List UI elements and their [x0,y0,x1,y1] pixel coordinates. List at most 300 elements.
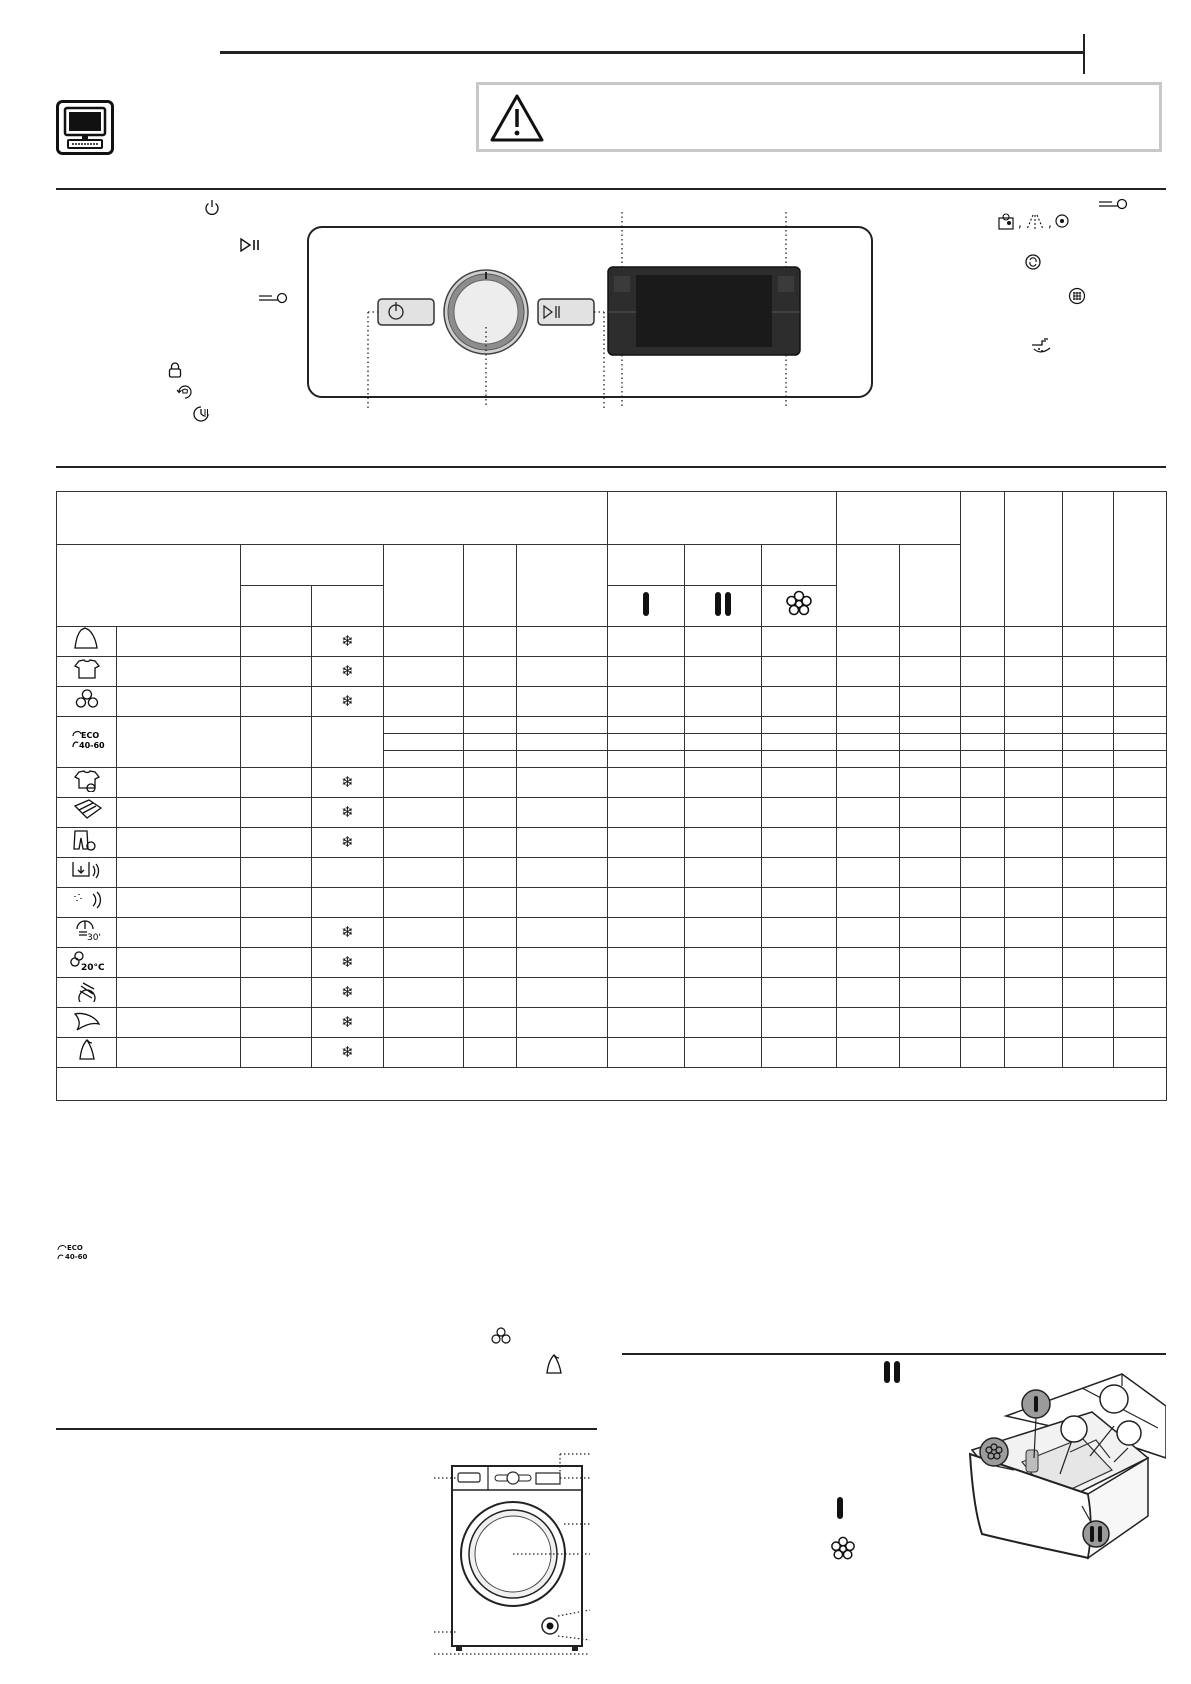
table-cell [961,948,1005,978]
program-icon-cell [57,1038,117,1068]
table-cell [762,734,837,751]
table-cell [384,627,464,657]
table-cell [1005,978,1063,1008]
table-cell [464,657,517,687]
program-name-cell [117,798,241,828]
table-cell [1005,657,1063,687]
table-cell [1114,858,1167,888]
table-cell [517,918,608,948]
table-cell [762,828,837,858]
table-cell [464,751,517,768]
table-cell [608,828,685,858]
svg-text:ECO: ECO [67,1244,83,1252]
table-cell [608,918,685,948]
table-cell [517,734,608,751]
temperature-default-cell [241,1038,312,1068]
table-cell [517,888,608,918]
table-cell [837,888,900,918]
table-cell [384,768,464,798]
table-cell [608,888,685,918]
table-cell [1063,657,1114,687]
program-name-cell [117,918,241,948]
table-cell [608,858,685,888]
table-cell [608,1008,685,1038]
table-cell [762,888,837,918]
table-header [464,545,517,627]
program-name-cell [117,1008,241,1038]
softener-flower-icon [762,586,837,627]
table-cell [900,918,961,948]
temperature-range-cell [312,1008,384,1038]
prewash-compartment-icon [608,586,685,627]
table-header [517,545,608,627]
table-cell [961,768,1005,798]
table-cell [685,858,762,888]
table-cell [961,734,1005,751]
temperature-default-cell [241,798,312,828]
table-cell [837,734,900,751]
table-cell [384,798,464,828]
temperature-grid-icon [1068,287,1086,305]
table-cell [608,687,685,717]
table-header [57,492,608,545]
table-row [57,918,1167,948]
table-cell [1063,687,1114,717]
table-cell [517,751,608,768]
rapid-30-icon [67,918,107,942]
program-name-cell [117,978,241,1008]
table-cell [608,1038,685,1068]
snowflake-icon: ❄ [341,923,354,941]
table-cell [685,888,762,918]
table-cell [1063,734,1114,751]
table-header-temperature [241,545,384,586]
table-cell [900,798,961,828]
table-cell [762,687,837,717]
table-cell [961,918,1005,948]
svg-text:,: , [1048,216,1052,230]
table-cell [464,918,517,948]
programme-table [56,491,1167,1101]
table-cell [1063,798,1114,828]
table-cell [608,751,685,768]
temperature-range-cell [312,768,384,798]
table-header [685,545,762,586]
main-wash-compartment-icon [882,1360,902,1384]
table-cell [608,948,685,978]
table-cell [837,717,900,734]
program-name-cell [117,948,241,978]
table-cell [1063,751,1114,768]
table-cell [900,768,961,798]
table-cell [961,1008,1005,1038]
table-cell [685,828,762,858]
table-cell [685,918,762,948]
temperature-range-cell [312,1038,384,1068]
table-cell [900,858,961,888]
table-cell [608,978,685,1008]
table-cell [685,627,762,657]
table-cell [464,734,517,751]
table-cell [961,687,1005,717]
table-cell [464,717,517,734]
snowflake-icon: ❄ [341,773,354,791]
cotton-20c-icon [67,948,107,972]
table-cell [464,828,517,858]
program-icon-cell [57,918,117,948]
svg-text:20°C: 20°C [80,963,105,972]
table-cell [517,858,608,888]
table-cell [517,978,608,1008]
table-row [57,1038,1167,1068]
temperature-default-cell [241,918,312,948]
table-row [57,798,1167,828]
wool-icon [67,978,107,1002]
table-header [608,545,685,586]
table-header [837,492,961,545]
program-icon-cell [57,798,117,828]
table-cell [384,1038,464,1068]
table-cell [685,948,762,978]
table-cell [762,751,837,768]
table-cell [685,717,762,734]
table-cell [762,1038,837,1068]
table-cell [900,828,961,858]
cotton-icon [67,687,107,711]
table-cell [1005,627,1063,657]
svg-text:40-60: 40-60 [78,740,105,750]
table-cell [517,657,608,687]
table-cell [961,798,1005,828]
table-cell [464,687,517,717]
timer-icon [192,405,210,423]
temperature-default-cell [241,948,312,978]
svg-text:40-60: 40-60 [65,1253,88,1261]
table-cell [685,768,762,798]
program-name-cell [117,657,241,687]
snowflake-icon: ❄ [341,692,354,710]
table-cell [837,978,900,1008]
table-cell [900,978,961,1008]
table-cell [1063,978,1114,1008]
sport-shirt-icon [67,768,107,792]
table-cell [1114,734,1167,751]
table-cell [517,687,608,717]
table-cell [762,918,837,948]
table-cell [961,1038,1005,1068]
table-header-detergent [608,492,837,545]
table-cell [464,768,517,798]
temperature-default-cell [241,888,312,918]
table-cell [1063,1038,1114,1068]
table-cell [1005,828,1063,858]
detergent-drawer-diagram [962,1366,1166,1564]
table-cell [685,751,762,768]
table-cell [384,751,464,768]
table-cell [517,1008,608,1038]
table-cell [762,657,837,687]
table-cell [517,717,608,734]
table-cell [1005,717,1063,734]
table-cell [1005,948,1063,978]
table-cell [384,978,464,1008]
snowflake-icon: ❄ [341,983,354,1001]
program-icon-cell [57,888,117,918]
table-cell [900,1008,961,1038]
table-row [57,627,1167,657]
table-cell [900,751,961,768]
table-cell [961,717,1005,734]
table-footnote [57,1068,1167,1101]
temperature-range-cell [312,687,384,717]
program-name-cell [117,1038,241,1068]
rinse-spin-icon [67,858,107,882]
table-cell [1005,734,1063,751]
eco-40-60-icon [67,728,107,752]
table-cell [1114,687,1167,717]
spin-speed-icon [1024,253,1042,271]
delicates-icon [67,1038,107,1062]
table-cell [1063,627,1114,657]
table-cell [961,751,1005,768]
table-cell [900,687,961,717]
table-cell [464,858,517,888]
table-header [384,545,464,627]
table-row [57,1008,1167,1038]
control-panel-diagram [300,212,880,412]
table-cell [1005,687,1063,717]
table-cell [1114,948,1167,978]
program-name-cell [117,768,241,798]
temperature-default-cell [241,978,312,1008]
svg-text:,: , [1018,216,1022,230]
section-rule-washer [56,1428,597,1430]
table-cell [837,948,900,978]
temperature-default-cell [241,768,312,798]
snowflake-icon: ❄ [341,1043,354,1061]
table-cell [961,828,1005,858]
section-rule-control-panel [56,188,1166,190]
table-cell [685,1038,762,1068]
table-cell [762,948,837,978]
temperature-range-cell [312,978,384,1008]
table-cell [384,918,464,948]
table-cell [1114,717,1167,734]
table-header [762,545,837,586]
table-row [57,858,1167,888]
table-cell [762,627,837,657]
table-cell [900,627,961,657]
table-header [312,586,384,627]
header-rule [220,51,1084,54]
table-cell [900,1038,961,1068]
program-name-cell [117,888,241,918]
table-cell [608,798,685,828]
table-cell [608,627,685,657]
temperature-default-cell [241,687,312,717]
cotton-icon-inline [490,1326,512,1346]
table-cell [517,1038,608,1068]
table-cell [685,734,762,751]
door-lock-icon [168,362,182,378]
table-row [57,978,1167,1008]
table-cell [384,888,464,918]
table-cell [837,858,900,888]
table-cell [762,798,837,828]
program-name-cell [117,687,241,717]
temperature-default-cell [241,1008,312,1038]
temperature-range-cell [312,858,384,888]
table-row [57,948,1167,978]
table-cell [1005,858,1063,888]
table-cell [685,657,762,687]
table-cell [762,978,837,1008]
section-rule-detergent-drawer [622,1353,1166,1355]
table-cell [464,888,517,918]
temperature-range-cell [312,798,384,828]
table-cell [1063,858,1114,888]
table-cell [1063,948,1114,978]
table-cell [1114,657,1167,687]
table-cell [837,1008,900,1038]
prewash-compartment-icon [835,1496,845,1520]
temperature-range-cell [312,717,384,768]
table-cell [517,798,608,828]
table-cell [1063,918,1114,948]
table-cell [464,1038,517,1068]
program-name-cell [117,858,241,888]
table-row [57,828,1167,858]
duvet-icon [67,798,107,822]
table-header [241,586,312,627]
refresh-shirt-icon [176,384,194,400]
table-cell [517,627,608,657]
table-cell [961,978,1005,1008]
silk-icon [67,1008,107,1032]
main-wash-compartment-icon [685,586,762,627]
table-cell [900,948,961,978]
warning-box [476,82,1162,152]
table-cell [1005,798,1063,828]
program-icon-cell [57,828,117,858]
table-cell [384,657,464,687]
table-cell [1114,1038,1167,1068]
table-cell [1114,751,1167,768]
table-cell [464,1008,517,1038]
eco-40-60-icon [56,1242,92,1262]
table-cell [762,858,837,888]
header-rule-tick [1083,34,1085,74]
table-cell [1114,627,1167,657]
table-cell [1063,717,1114,734]
table-header [1063,492,1114,627]
start-pause-icon [240,238,262,252]
table-cell [1114,1008,1167,1038]
table-cell [1114,798,1167,828]
table-cell [685,1008,762,1038]
temperature-range-cell [312,627,384,657]
svg-text:30': 30' [86,933,101,942]
table-cell [837,1038,900,1068]
snowflake-icon: ❄ [341,632,354,650]
temperature-range-cell [312,828,384,858]
jeans-icon [67,828,107,852]
program-icon-cell [57,627,117,657]
snowflake-icon: ❄ [341,1013,354,1031]
spin-drain-icon [67,888,107,912]
table-cell [608,657,685,687]
table-cell [961,657,1005,687]
table-cell [837,751,900,768]
table-cell [1063,888,1114,918]
washing-machine-diagram [432,1446,592,1658]
table-cell [837,798,900,828]
snowflake-icon: ❄ [341,662,354,680]
table-cell [384,1008,464,1038]
table-cell [464,978,517,1008]
table-cell [1005,1038,1063,1068]
table-cell [1005,768,1063,798]
snowflake-icon: ❄ [341,803,354,821]
table-cell [608,768,685,798]
table-cell [1005,918,1063,948]
program-name-cell [117,828,241,858]
program-icon-cell [57,768,117,798]
computer-monitor-icon [56,100,114,155]
table-cell [384,858,464,888]
table-cell [1005,888,1063,918]
table-cell [762,768,837,798]
delicates-icon-inline [544,1353,564,1375]
temperature-default-cell [241,858,312,888]
delicates-hanging-icon [67,627,107,651]
program-icon-cell [57,858,117,888]
table-cell [685,798,762,828]
table-cell [384,828,464,858]
table-cell [1005,751,1063,768]
table-header [961,492,1005,627]
table-cell [384,687,464,717]
table-cell [762,1008,837,1038]
table-cell [517,768,608,798]
program-icon-cell [57,978,117,1008]
table-cell [900,657,961,687]
table-cell [608,734,685,751]
program-name-cell [117,627,241,657]
table-cell [1005,1008,1063,1038]
table-cell [1114,828,1167,858]
program-icon-cell [57,657,117,687]
table-header [837,545,900,627]
program-icon-cell [57,948,117,978]
table-header [1114,492,1167,627]
table-row [57,717,1167,734]
softener-flower-icon [830,1536,856,1562]
table-cell [837,657,900,687]
table-cell [837,687,900,717]
temperature-default-cell [241,627,312,657]
table-cell [1063,768,1114,798]
stain-steam-icons [997,212,1077,232]
table-cell [837,768,900,798]
svg-text:ECO: ECO [80,730,99,740]
table-row [57,768,1167,798]
table-row [57,657,1167,687]
table-cell [517,828,608,858]
table-cell [961,627,1005,657]
temperature-default-cell [241,657,312,687]
warning-triangle-icon [489,93,545,143]
